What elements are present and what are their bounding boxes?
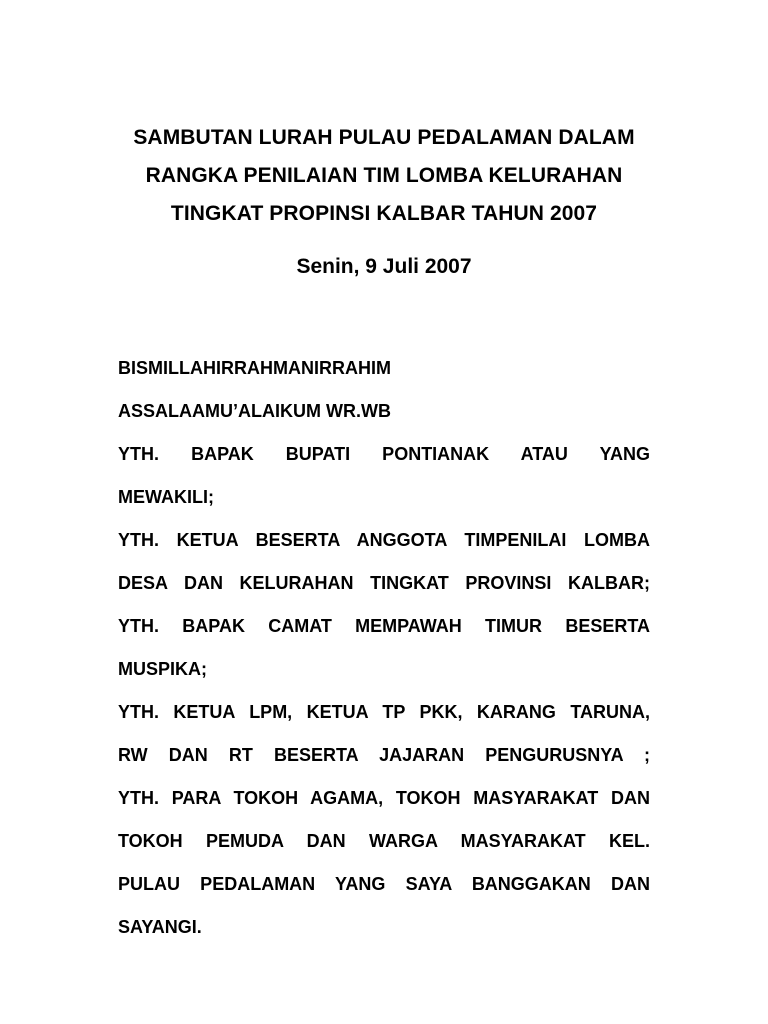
document-title [100,119,668,233]
body-line: YTH. KETUA LPM, KETUA TP PKK, KARANG TARUNA, [118,702,650,722]
body-line: ASSALAAMU’ALAIKUM WR.WB [118,401,391,421]
title-line: TINGKAT PROPINSI KALBAR TAHUN 2007 [170,202,598,225]
body-line: PULAU PEDALAMAN YANG SAYA BANGGAKAN DAN [118,874,650,894]
document-body [118,350,650,952]
document-date: Senin, 9 Juli 2007 [296,255,472,278]
body-line: DESA DAN KELURAHAN TINGKAT PROVINSI KALBAR; [118,573,650,593]
body-line: MUSPIKA; [118,659,207,679]
body-line: YTH. KETUA BESERTA ANGGOTA TIMPENILAI LOMBA [118,530,650,550]
body-line: YTH. BAPAK BUPATI PONTIANAK ATAU YANG [118,444,650,464]
body-line: RW DAN RT BESERTA JAJARAN PENGURUSNYA ; [118,745,650,765]
body-line: BISMILLAHIRRAHMANIRRAHIM [118,358,391,378]
title-line: SAMBUTAN LURAH PULAU PEDALAMAN DALAM [133,126,635,149]
body-line: MEWAKILI; [118,487,214,507]
body-line: YTH. BAPAK CAMAT MEMPAWAH TIMUR BESERTA [118,616,650,636]
body-line: TOKOH PEMUDA DAN WARGA MASYARAKAT KEL. [118,831,650,851]
body-line: SAYANGI. [118,917,202,937]
body-line: YTH. PARA TOKOH AGAMA, TOKOH MASYARAKAT DAN [118,788,650,808]
title-line: RANGKA PENILAIAN TIM LOMBA KELURAHAN [145,164,623,187]
